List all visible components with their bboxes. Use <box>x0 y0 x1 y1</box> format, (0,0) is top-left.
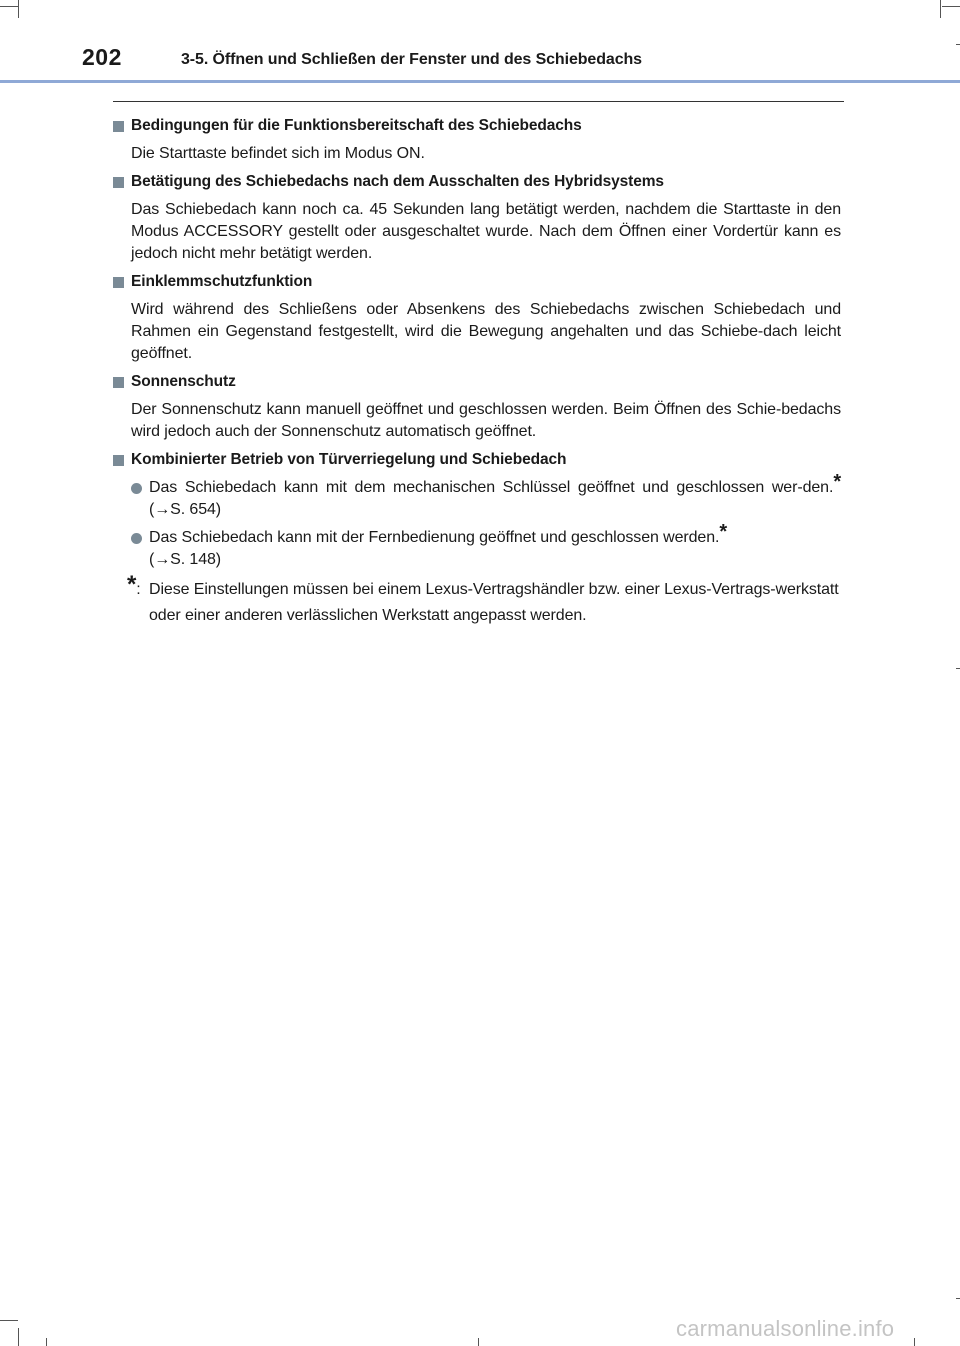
footnote <box>113 571 841 629</box>
square-bullet-icon <box>113 455 124 466</box>
page-reference: (→S. 654) <box>149 501 222 518</box>
crop-mark <box>914 1338 915 1346</box>
crop-mark <box>956 668 960 669</box>
page-header <box>0 40 960 80</box>
content-divider <box>113 101 844 102</box>
footnote-text: Diese Einstellungen müssen bei einem Lexus-Vertragshändler bzw. einer Lexus-Vertrags-werkstatt oder einer anderen verlässlichen Werkstatt angepasst werden. <box>149 581 839 624</box>
crop-mark <box>942 6 960 7</box>
list-item-text: Das Schiebedach kann mit der Fernbedienung geöffnet und geschlossen werden. <box>149 529 720 546</box>
section-body: Das Schiebedach kann noch ca. 45 Sekunden lang betätigt werden, nachdem die Starttaste in den Modus ACCESSORY gestellt oder ausgeschaltet wurde. Nach dem Öffnen einer Vordertür kann es jedoch nicht mehr betätigt werden. <box>131 201 841 262</box>
crop-mark <box>18 0 19 18</box>
list-item-text: Das Schiebedach kann mit dem mechanischen Schlüssel geöffnet und geschlossen wer-den. <box>149 479 834 496</box>
crop-mark <box>46 1338 47 1346</box>
list-item <box>113 521 841 571</box>
crop-mark <box>940 0 941 18</box>
section-title <box>113 171 841 193</box>
square-bullet-icon <box>113 277 124 288</box>
section-title-text: Einklemmschutzfunktion <box>131 273 313 290</box>
footnote-mark <box>127 571 141 603</box>
header-rule <box>0 80 960 83</box>
section-title-text: Bedingungen für die Funktionsbereitschaft des Schiebedachs <box>131 117 582 134</box>
watermark: carmanualsonline.info <box>676 1316 895 1341</box>
section-title-text: Sonnenschutz <box>131 373 236 390</box>
section-title-text: Kombinierter Betrieb von Türverriegelung und Schiebedach <box>131 451 567 468</box>
square-bullet-icon <box>113 177 124 188</box>
section-sunshade <box>113 371 841 443</box>
crop-mark <box>956 1298 960 1299</box>
main-content <box>113 115 841 629</box>
section-title <box>113 271 841 293</box>
section-combined-operation <box>113 449 841 571</box>
round-bullet-icon <box>131 483 142 494</box>
section-body: Wird während des Schließens oder Absenkens des Schiebedachs zwischen Schiebedach und Rahmen ein Gegenstand festgestellt, wird die Bewegung angehalten und das Schiebe-dach leicht geöffnet. <box>131 301 841 362</box>
section-title <box>113 371 841 393</box>
footnote-star: * <box>833 471 841 493</box>
section-jam-protection <box>113 271 841 365</box>
footnote-star: * <box>719 521 728 543</box>
crop-mark <box>18 1328 19 1346</box>
chapter-title: 3-5. Öffnen und Schließen der Fenster und des Schiebedachs <box>181 51 642 68</box>
section-title <box>113 115 841 137</box>
crop-mark <box>478 1338 479 1346</box>
section-title <box>113 449 841 471</box>
page-reference: (→S. 148) <box>149 551 222 568</box>
crop-mark <box>0 6 18 7</box>
section-conditions <box>113 115 841 165</box>
square-bullet-icon <box>113 377 124 388</box>
crop-mark <box>0 1320 18 1321</box>
footnote-colon: : <box>136 581 141 598</box>
square-bullet-icon <box>113 121 124 132</box>
footnote-star: * <box>127 571 137 598</box>
page-number: 202 <box>82 44 122 70</box>
section-after-shutdown <box>113 171 841 265</box>
section-body: Die Starttaste befindet sich im Modus ON. <box>131 145 425 162</box>
section-title-text: Betätigung des Schiebedachs nach dem Ausschalten des Hybridsystems <box>131 173 664 190</box>
round-bullet-icon <box>131 533 142 544</box>
section-body: Der Sonnenschutz kann manuell geöffnet und geschlossen werden. Beim Öffnen des Schie-bedachs wird jedoch auch der Sonnenschutz automatisch geöffnet. <box>131 401 841 440</box>
list-item <box>113 471 841 521</box>
